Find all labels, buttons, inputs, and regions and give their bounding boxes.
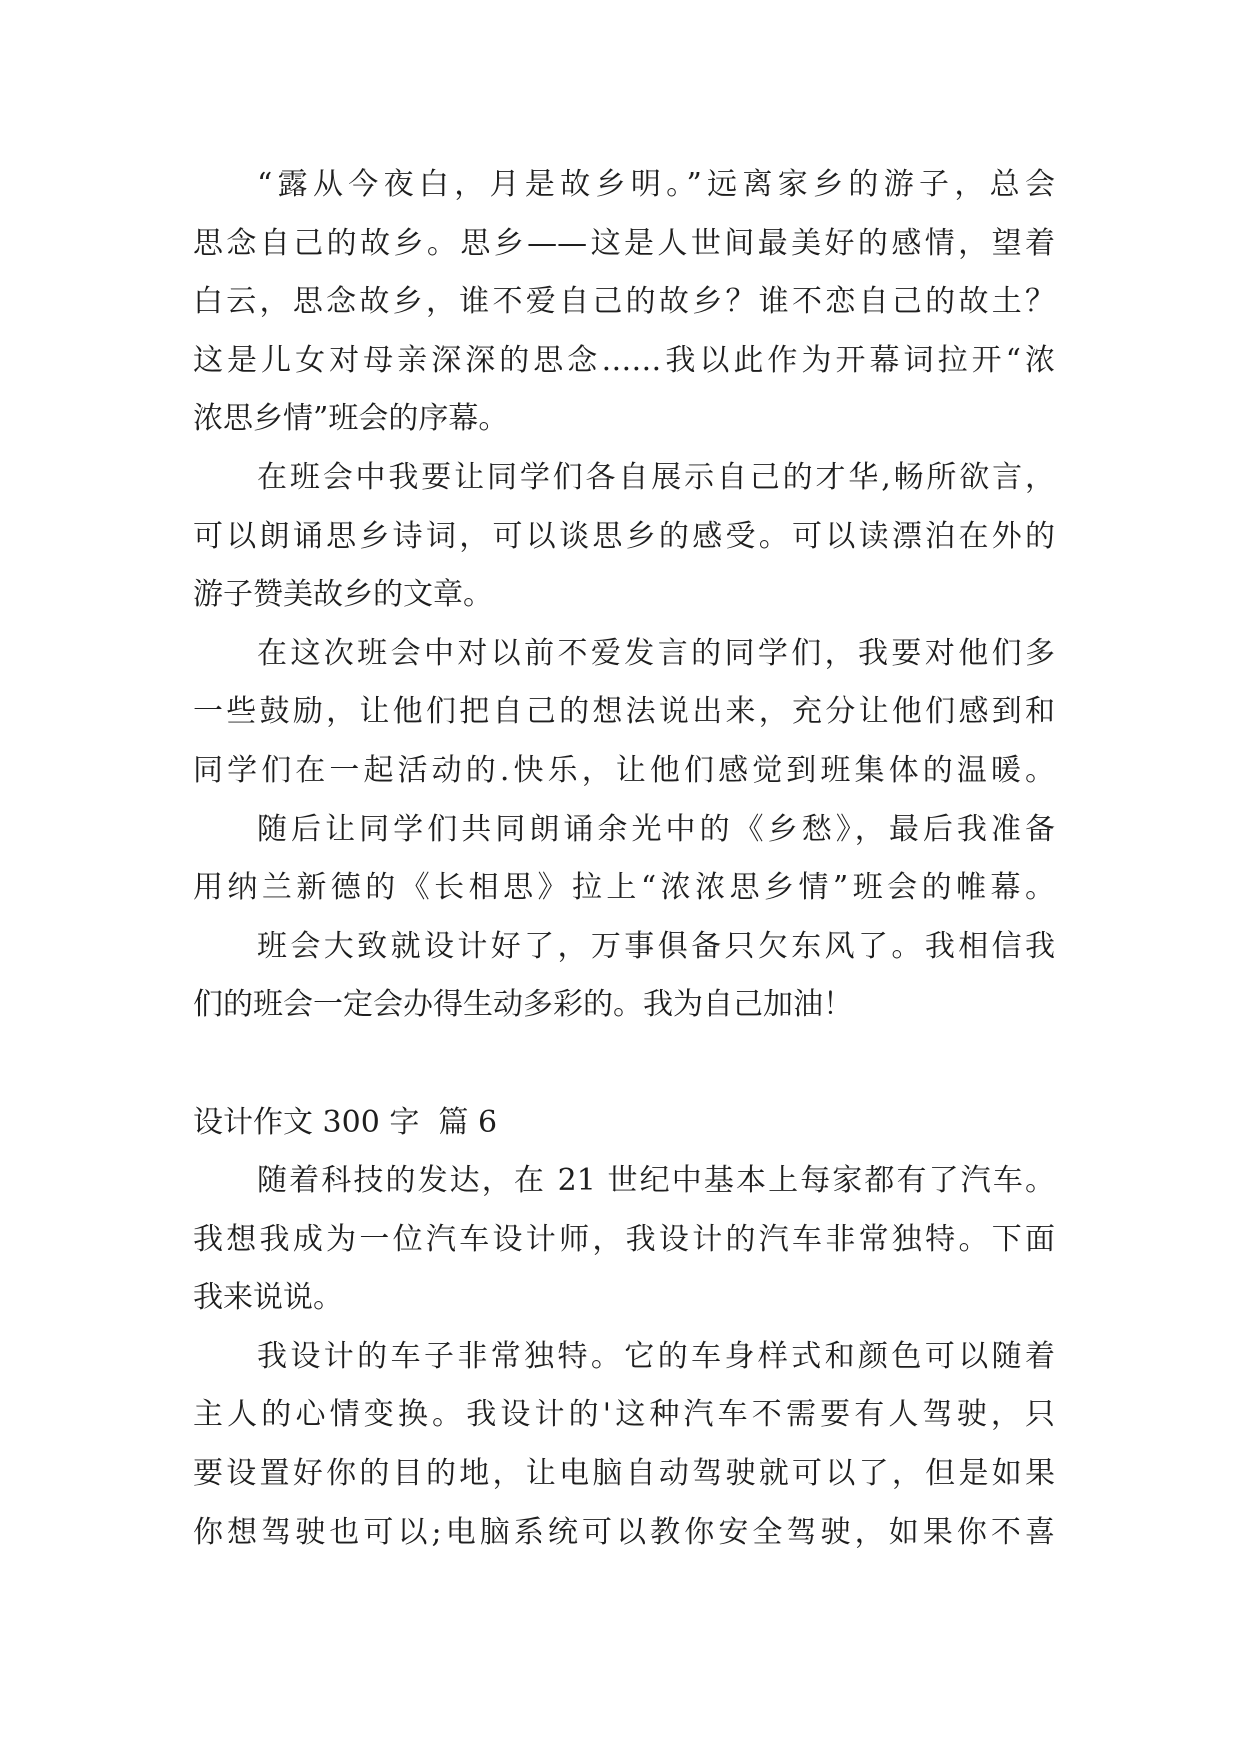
- text-line: 这是儿女对母亲深深的思念……我以此作为开幕词拉开“浓: [193, 342, 1055, 378]
- text-line: 思念自己的故乡。思乡——这是人世间最美好的感情，望着: [193, 225, 1055, 261]
- text-line: 白云，思念故乡，谁不爱自己的故乡？谁不恋自己的故土？: [193, 284, 1055, 320]
- text-line: 在班会中我要让同学们各自展示自己的才华,畅所欲言，: [257, 459, 1055, 495]
- text-line: 浓思乡情”班会的序幕。: [193, 401, 509, 437]
- paragraph: [193, 801, 1055, 918]
- paragraph: [193, 156, 1055, 449]
- text-line: 要设置好你的目的地，让电脑自动驾驶就可以了，但是如果: [193, 1456, 1055, 1492]
- text-line: 随后让同学们共同朗诵余光中的《乡愁》，最后我准备: [257, 811, 1055, 847]
- paragraph: [193, 449, 1055, 625]
- text-line: 我想我成为一位汽车设计师，我设计的汽车非常独特。下面: [193, 1221, 1055, 1257]
- paragraph: [193, 1328, 1055, 1562]
- text-line: 随着科技的发达，在 21 世纪中基本上每家都有了汽车。: [257, 1163, 1055, 1199]
- text-line: 我设计的车子非常独特。它的车身样式和颜色可以随着: [257, 1338, 1055, 1374]
- text-line: 用纳兰新德的《长相思》拉上“浓浓思乡情”班会的帷幕。: [193, 870, 1055, 906]
- text-line: 一些鼓励，让他们把自己的想法说出来，充分让他们感到和: [193, 694, 1055, 730]
- text-line: 班会大致就设计好了，万事俱备只欠东风了。我相信我: [257, 928, 1055, 964]
- text-line: 我来说说。: [193, 1280, 343, 1316]
- text-line: 可以朗诵思乡诗词，可以谈思乡的感受。可以读漂泊在外的: [193, 518, 1055, 554]
- section-heading: 设计作文 300 字 篇 6: [193, 1104, 498, 1140]
- text-line: 主人的心情变换。我设计的'这种汽车不需要有人驾驶，只: [193, 1397, 1055, 1433]
- paragraph: [193, 1152, 1055, 1328]
- article-section-6: [193, 1152, 1055, 1562]
- text-line: 你想驾驶也可以;电脑系统可以教你安全驾驶，如果你不喜: [193, 1514, 1055, 1550]
- document-body: [193, 156, 1055, 1562]
- text-line: 在这次班会中对以前不爱发言的同学们，我要对他们多: [257, 635, 1055, 671]
- paragraph: [193, 918, 1055, 1035]
- text-line: 们的班会一定会办得生动多彩的。我为自己加油！: [193, 987, 853, 1023]
- text-line: 同学们在一起活动的.快乐，让他们感觉到班集体的温暖。: [193, 752, 1055, 788]
- paragraph: [193, 625, 1055, 801]
- article-previous-section: [193, 156, 1055, 1035]
- text-line: 游子赞美故乡的文章。: [193, 577, 493, 613]
- text-line: “露从今夜白，月是故乡明。”远离家乡的游子，总会: [257, 167, 1055, 202]
